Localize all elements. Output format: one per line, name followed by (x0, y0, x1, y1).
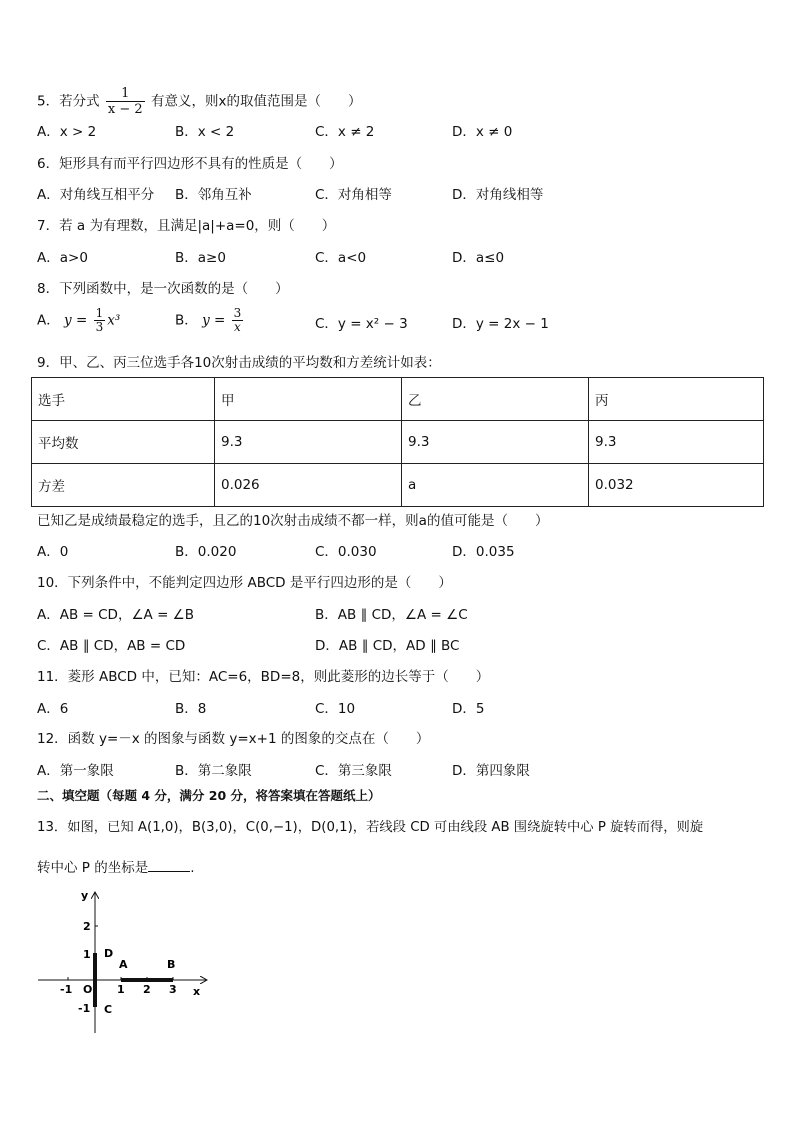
table-header-cell: 乙 (402, 378, 589, 421)
q5-option-d: D．x ≠ 0 (452, 124, 513, 140)
y-axis-label: y (81, 889, 89, 902)
q13-figure (30, 885, 220, 1045)
table-header-cell: 选手 (32, 378, 215, 421)
q8-stem: 8．下列函数中，是一次函数的是（ ） (37, 281, 289, 297)
q8-option-d: D．y = 2x − 1 (452, 316, 549, 332)
q10-option-d: D．AB ∥ CD，AD ∥ BC (315, 638, 460, 654)
q10-stem: 10．下列条件中，不能判定四边形 ABCD 是平行四边形的是（ ） (37, 575, 452, 591)
table-header-row (32, 378, 764, 421)
table-cell: 9.3 (589, 421, 764, 464)
q7-option-c: C．a<0 (315, 250, 367, 266)
answer-blank[interactable] (148, 857, 190, 872)
table-header-cell: 丙 (589, 378, 764, 421)
q8-a-lhs: y = (64, 312, 88, 329)
x-tick-label: 3 (169, 983, 177, 996)
q9-table (31, 377, 764, 507)
q12-option-b: B．第二象限 (175, 763, 252, 779)
point-c-label: C (104, 1003, 113, 1016)
q5-stem-post: 有意义，则x的取值范围是（ ） (150, 93, 362, 110)
q5-option-a: A．x > 2 (37, 124, 97, 140)
q12-option-c: C．第三象限 (315, 763, 392, 779)
table-header-cell: 甲 (215, 378, 402, 421)
q9-option-d: D．0.035 (452, 544, 515, 560)
table-cell: 方差 (32, 464, 215, 507)
q6-option-b: B．邻角互补 (175, 187, 252, 203)
point-a-label: A (119, 958, 128, 971)
q11-option-a: A．6 (37, 701, 69, 717)
q5-fraction (106, 86, 145, 117)
q6-option-a: A．对角线互相平分 (37, 187, 155, 203)
q12-option-a: A．第一象限 (37, 763, 114, 779)
q8-b-den: x (234, 320, 241, 334)
q11-option-b: B．8 (175, 701, 207, 717)
q8-option-a (37, 307, 120, 334)
y-tick-label: -1 (78, 1002, 91, 1015)
q7-option-d: D．a≤0 (452, 250, 505, 266)
table-cell: 9.3 (402, 421, 589, 464)
q8-a-label: A． (37, 312, 60, 329)
q8-b-fraction (232, 307, 244, 334)
q8-a-num: 1 (95, 306, 104, 320)
q9-option-a: A．0 (37, 544, 69, 560)
q12-stem: 12．函数 y=－x 的图象与函数 y=x+1 的图象的交点在（ ） (37, 731, 430, 747)
q13-line2-post: . (190, 860, 195, 876)
q11-option-c: C．10 (315, 701, 356, 717)
table-row (32, 464, 764, 507)
q6-stem: 6．矩形具有而平行四边形不具有的性质是（ ） (37, 156, 343, 172)
q8-option-c: C．y = x² − 3 (315, 316, 408, 332)
q6-option-d: D．对角线相等 (452, 187, 544, 203)
q7-option-a: A．a>0 (37, 250, 88, 266)
q5-frac-num: 1 (106, 86, 145, 102)
q7-option-b: B．a≥0 (175, 250, 226, 266)
x-tick-label: 1 (117, 983, 125, 996)
table-cell: 0.026 (215, 464, 402, 507)
q13-line2-pre: 转中心 P 的坐标是 (37, 860, 149, 876)
point-b-label: B (167, 958, 176, 971)
q8-option-b (175, 307, 245, 334)
q5-frac-den: x − 2 (107, 102, 143, 117)
q13-line2 (37, 857, 195, 877)
q11-option-d: D．5 (452, 701, 485, 717)
q10-option-c: C．AB ∥ CD，AB = CD (37, 638, 186, 654)
x-axis-label: x (193, 985, 201, 998)
q9-option-c: C．0.030 (315, 544, 377, 560)
q13-line1: 13．如图，已知 A(1,0)，B(3,0)，C(0,−1)，D(0,1)，若线段 CD 可由线段 AB 围绕旋转中心 P 旋转而得，则旋 (37, 820, 704, 835)
table-cell: a (402, 464, 589, 507)
q8-b-num: 3 (233, 306, 242, 320)
q8-a-den: 3 (95, 320, 104, 334)
table-cell: 0.032 (589, 464, 764, 507)
q10-option-a: A．AB = CD，∠A = ∠B (37, 607, 195, 623)
x-tick-label: -1 (60, 983, 73, 996)
q9-stem: 9．甲、乙、丙三位选手各10次射击成绩的平均数和方差统计如表： (37, 355, 441, 371)
q5-stem (37, 86, 361, 117)
q5-option-b: B．x < 2 (175, 124, 235, 140)
q6-option-c: C．对角相等 (315, 187, 392, 203)
table-cell: 9.3 (215, 421, 402, 464)
x-tick-label: 2 (143, 983, 151, 996)
q10-option-b: B．AB ∥ CD，∠A = ∠C (315, 607, 468, 623)
q11-stem: 11．菱形 ABCD 中，已知：AC=6，BD=8，则此菱形的边长等于（ ） (37, 669, 490, 685)
q5-stem-pre: 5．若分式 (37, 93, 100, 110)
origin-label: O (83, 983, 93, 996)
y-tick-label: 1 (83, 948, 91, 961)
q9-option-b: B．0.020 (175, 544, 237, 560)
q7-stem: 7．若 a 为有理数，且满足|a|+a=0，则（ ） (37, 218, 336, 234)
q8-a-rhs: x³ (107, 312, 121, 329)
q8-a-fraction (94, 307, 106, 334)
point-d-label: D (104, 947, 114, 960)
section-title: 二、填空题（每题 4 分，满分 20 分，将答案填在答题纸上） (37, 788, 381, 803)
q8-b-lhs: y = (202, 312, 226, 329)
q9-followup: 已知乙是成绩最稳定的选手，且乙的10次射击成绩不都一样，则a的值可能是（ ） (37, 513, 549, 529)
q5-option-c: C．x ≠ 2 (315, 124, 375, 140)
y-tick-label: 2 (83, 920, 91, 933)
q8-b-label: B． (175, 312, 198, 329)
q12-option-d: D．第四象限 (452, 763, 530, 779)
table-row (32, 421, 764, 464)
table-cell: 平均数 (32, 421, 215, 464)
